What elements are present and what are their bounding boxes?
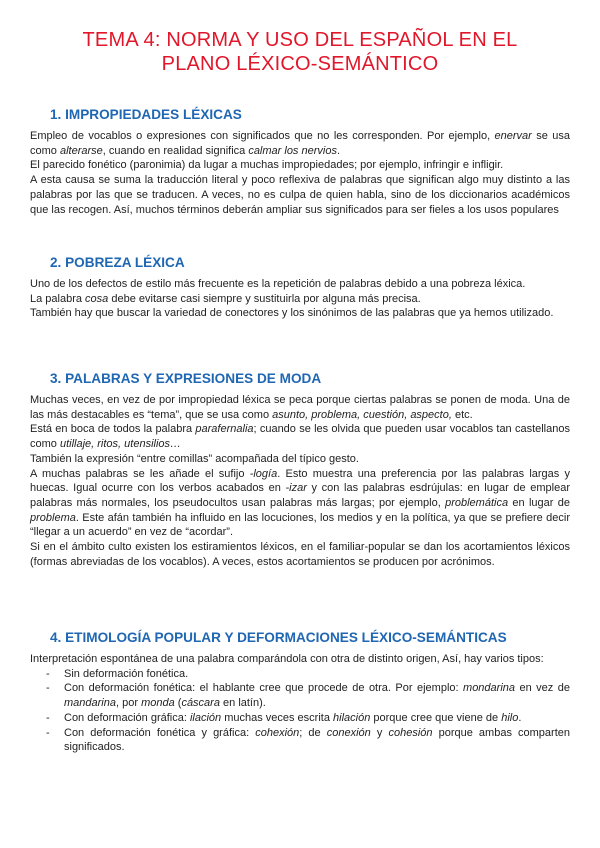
paragraph [30, 277, 570, 292]
list-item [30, 667, 570, 682]
text-run: Está en boca de todos la palabra [30, 423, 196, 436]
section-heading: 1. IMPROPIEDADES LÉXICAS [50, 107, 242, 122]
paragraph [30, 292, 570, 307]
text-run: También hay que buscar la variedad de conectores y los sinónimos de las palabras que ya hemos utilizado. [30, 307, 554, 320]
text-run: El parecido fonético (paronimia) da lugar a muchas impropiedades; por ejemplo, infringir e infligir. [30, 159, 504, 172]
text-run: ; de [299, 726, 327, 739]
list-item [30, 681, 570, 710]
text-run: Muchas veces, en vez de por impropiedad léxica se peca porque ciertas palabras se ponen de moda. Una de las más destacables es “tema”, que se usa como [30, 394, 570, 421]
text-run: y con las palabras esdrújulas: en lugar de emplear palabras más normales, los pseudocultos usan palabras más largas; por ejemplo, [30, 482, 571, 509]
title-line-2: PLANO LÉXICO-SEMÁNTICO [161, 53, 439, 75]
italic-term: problema [30, 511, 76, 524]
italic-term: calmar los nervios [248, 144, 337, 157]
list-dash: - [46, 726, 50, 739]
italic-term: mondarina [463, 682, 516, 695]
italic-term: mandarina [64, 697, 116, 710]
italic-term: -logía [249, 467, 278, 480]
list-dash: - [46, 667, 50, 680]
text-run: Con deformación fonética: el hablante cree que procede de otra. Por ejemplo: [64, 682, 464, 695]
list-item-text [64, 682, 570, 709]
paragraph [30, 306, 570, 321]
section-improprieties [30, 107, 570, 217]
italic-term: cáscara [181, 697, 220, 710]
text-run: También la expresión “entre comillas” acompañada del típico gesto. [30, 452, 359, 465]
text-run: en vez de [515, 682, 570, 695]
section-heading: 3. PALABRAS Y EXPRESIONES DE MODA [50, 371, 322, 386]
text-run: Con deformación gráfica: [64, 711, 190, 724]
text-run: . Este afán también ha influido en las locuciones, los medios y en la política, ya que se prefiere decir “llegar a un acuerdo” en vez de “acordar”. [30, 511, 570, 539]
paragraph [30, 393, 570, 422]
list-item [30, 711, 570, 726]
text-run: La palabra [30, 292, 86, 305]
italic-term: problemática [445, 496, 509, 509]
text-run: ; cuando se les olvida que pueden usar vocablos tan castellanos como [30, 423, 570, 451]
text-run: en lugar de [508, 496, 570, 509]
italic-term: hilación [333, 711, 371, 724]
section-popular-etymology [30, 630, 570, 755]
list-item [30, 726, 570, 755]
text-run: . [336, 144, 341, 157]
text-run: A esta causa se suma la traducción literal y poco reflexiva de palabras que significan algo muy distinto a las palabras por las que se traducen. A veces, no es culpa de quien habla, sino de los diccionarios académicos que las recogen. Así, muchos términos deberán ampliar sus significados para ser fieles a los usos populares [30, 174, 570, 216]
types-list [30, 667, 570, 755]
text-run: porque cree que viene de [370, 711, 502, 724]
text-run: Con deformación fonética y gráfica: [64, 726, 256, 739]
text-run: Sin deformación fonética. [64, 667, 189, 680]
text-run: . [518, 711, 522, 724]
list-dash: - [46, 682, 50, 695]
text-run: muchas veces escrita [221, 711, 334, 724]
text-run: , por [115, 697, 142, 710]
text-run: Interpretación espontánea de una palabra comparándola con otra de distinto origen, Así, hay varios tipos: [30, 653, 544, 665]
paragraph [30, 540, 570, 569]
section-heading: 2. POBREZA LÉXICA [50, 255, 185, 270]
paragraph [30, 652, 570, 667]
italic-term: asunto, problema, cuestión, aspecto, [272, 408, 452, 421]
italic-term: ilación [189, 711, 222, 724]
italic-term: parafernalia [195, 423, 254, 436]
text-run: . Esto muestra una preferencia por las palabras largas y huecas. Igual ocurre con los verbos acabados en [30, 467, 570, 495]
paragraph [30, 173, 570, 217]
text-run: Empleo de vocablos o expresiones con significados que no les corresponden. Por ejemplo, [30, 130, 495, 142]
text-run: ( [174, 697, 182, 710]
italic-term: cohesión [388, 726, 433, 739]
text-run: Si en el ámbito culto existen los estiramientos léxicos, en el familiar-popular se dan los acortamientos léxicos (formas abreviadas de los vocablos). A veces, estos acortamientos se producen por acrónimos. [30, 541, 570, 568]
text-run: se usa como [30, 130, 570, 157]
text-run: porque ambas comparten significados. [64, 726, 571, 754]
text-run: etc. [451, 408, 473, 421]
italic-term: cohexión [255, 726, 300, 739]
section-lexical-poverty [30, 255, 570, 321]
list-item-text [64, 668, 188, 680]
text-run: debe evitarse casi siempre y sustituirla por alguna más precisa. [108, 292, 421, 305]
text-run: en latín). [219, 697, 266, 710]
italic-term: cosa [85, 292, 109, 305]
italic-term: hilo [501, 711, 519, 724]
page-title [30, 28, 570, 76]
text-run: y [370, 726, 389, 739]
text-run: Uno de los defectos de estilo más frecuente es la repetición de palabras debido a una pobreza léxica. [30, 278, 526, 290]
italic-term: -izar [285, 482, 307, 495]
paragraph [30, 422, 570, 451]
list-dash: - [46, 711, 50, 724]
italic-term: alterarse [59, 144, 103, 157]
italic-term: utillaje, ritos, utensilios… [59, 438, 182, 451]
list-item-text [64, 727, 570, 754]
paragraph [30, 129, 570, 158]
list-item-text [64, 712, 521, 724]
section-heading: 4. ETIMOLOGÍA POPULAR Y DEFORMACIONES LÉXICO-SEMÁNTICAS [50, 630, 507, 645]
paragraph [30, 158, 570, 173]
italic-term: monda [141, 697, 175, 710]
italic-term: enervar [494, 130, 532, 142]
italic-term: conexión [326, 726, 371, 739]
text-run: A muchas palabras se les añade el sufijo [30, 467, 250, 480]
paragraph [30, 467, 570, 541]
paragraph [30, 452, 570, 467]
section-fashion-words [30, 371, 570, 569]
text-run: , cuando en realidad significa [102, 144, 249, 157]
title-line-1: TEMA 4: NORMA Y USO DEL ESPAÑOL EN EL [82, 29, 518, 51]
